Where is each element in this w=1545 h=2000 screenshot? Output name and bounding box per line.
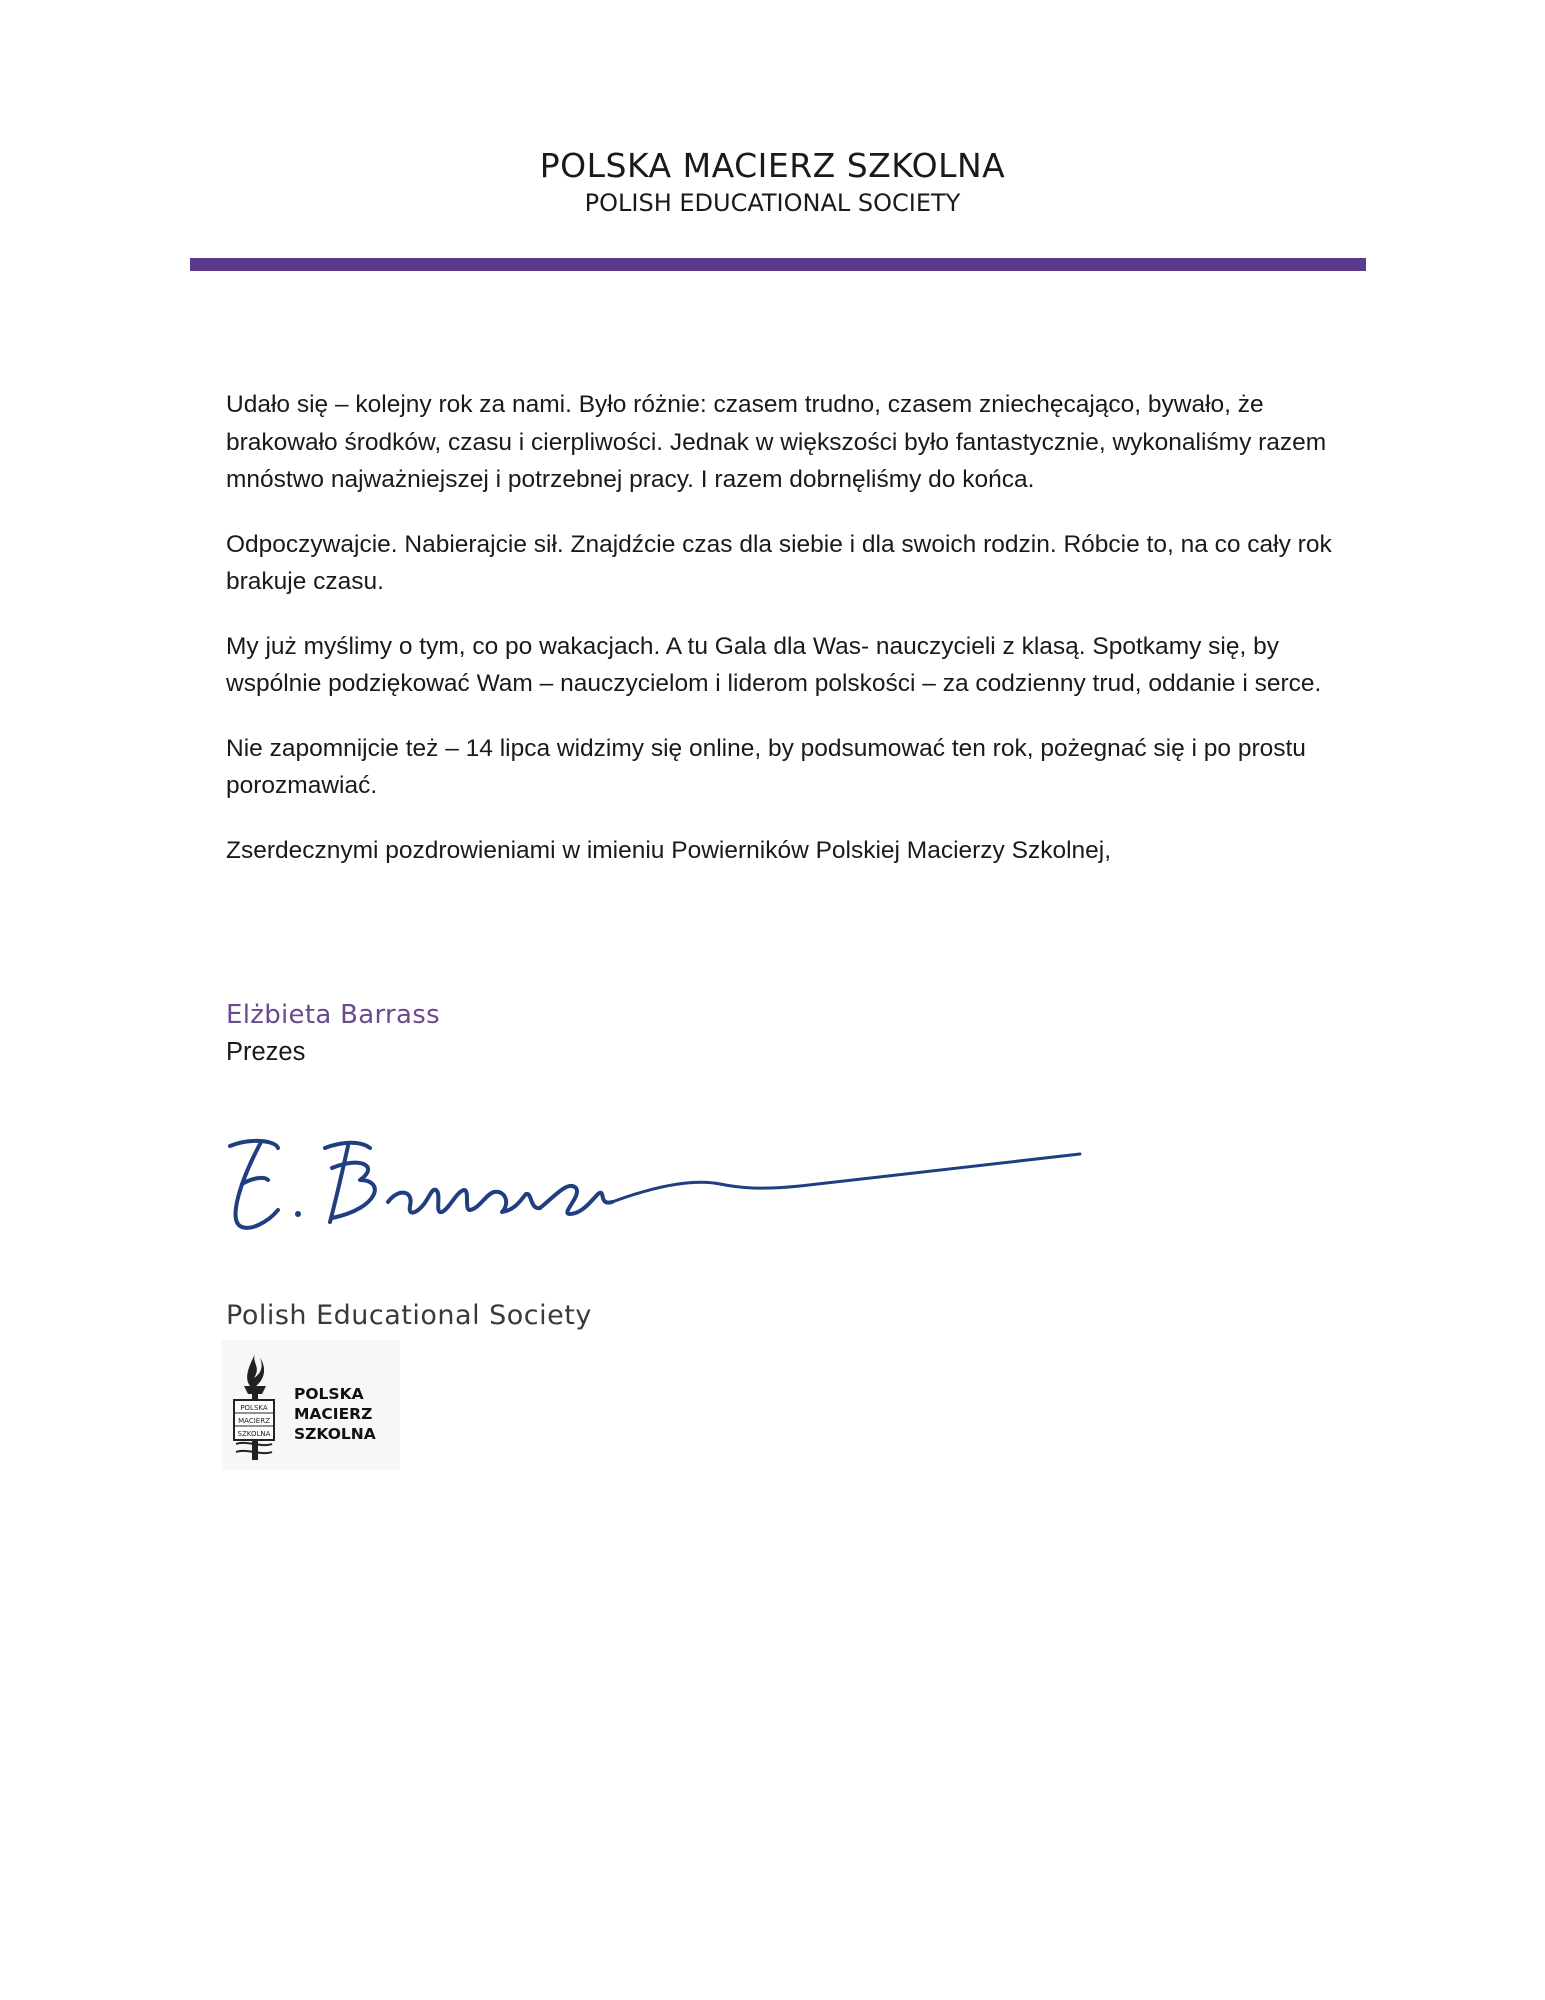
logo-wordmark-line: POLSKA [294, 1385, 364, 1403]
logo-wordmark [294, 1384, 376, 1444]
letterhead [0, 146, 1545, 218]
letter-paragraph: Odpoczywajcie. Nabierajcie sił. Znajdźcie czas dla siebie i dla swoich rodzin. Róbcie to, na co cały rok brakuje czasu. [226, 530, 1332, 595]
header-divider [190, 258, 1366, 271]
torch-emblem-icon [230, 1348, 278, 1464]
signer-name: Elżbieta Barrass [226, 1000, 440, 1030]
handwritten-signature [220, 1118, 1090, 1238]
logo-wordmark-line: MACIERZ [294, 1405, 373, 1423]
letter-paragraph: Udało się – kolejny rok za nami. Było różnie: czasem trudno, czasem zniechęcająco, bywało, że brakowało środków, czasu i cierpliwości. Jednak w większości było fantastycznie, wykonaliśmy razem mnóstwo najważniejszej i potrzebnej pracy. I razem dobrnęliśmy do końca. [226, 391, 1327, 493]
logo-wordmark-line: SZKOLNA [294, 1425, 376, 1443]
letterhead-title: POLSKA MACIERZ SZKOLNA [539, 146, 1006, 185]
emblem-plaque-line: POLSKA [240, 1404, 268, 1412]
letter-paragraph: Nie zapomnijcie też – 14 lipca widzimy się online, by podsumować ten rok, pożegnać się i po prostu porozmawiać. [226, 734, 1306, 799]
signer-role: Prezes [226, 1038, 306, 1066]
letter-closing: Zserdecznymi pozdrowieniami w imieniu Powierników Polskiej Macierzy Szkolnej, [226, 836, 1112, 864]
letterhead-subtitle: POLISH EDUCATIONAL SOCIETY [584, 189, 961, 217]
emblem-plaque-line: SZKOLNA [237, 1430, 271, 1438]
organization-name: Polish Educational Society [226, 1300, 592, 1331]
letter-body [226, 386, 1356, 896]
letter-paragraph: My już myślimy o tym, co po wakacjach. A tu Gala dla Was- nauczycieli z klasą. Spotkamy się, by wspólnie podziękować Wam – nauczycielom i liderom polskości – za codzienny trud, oddanie i serce. [226, 632, 1322, 697]
organization-logo [222, 1340, 400, 1470]
emblem-plaque-line: MACIERZ [238, 1417, 270, 1425]
